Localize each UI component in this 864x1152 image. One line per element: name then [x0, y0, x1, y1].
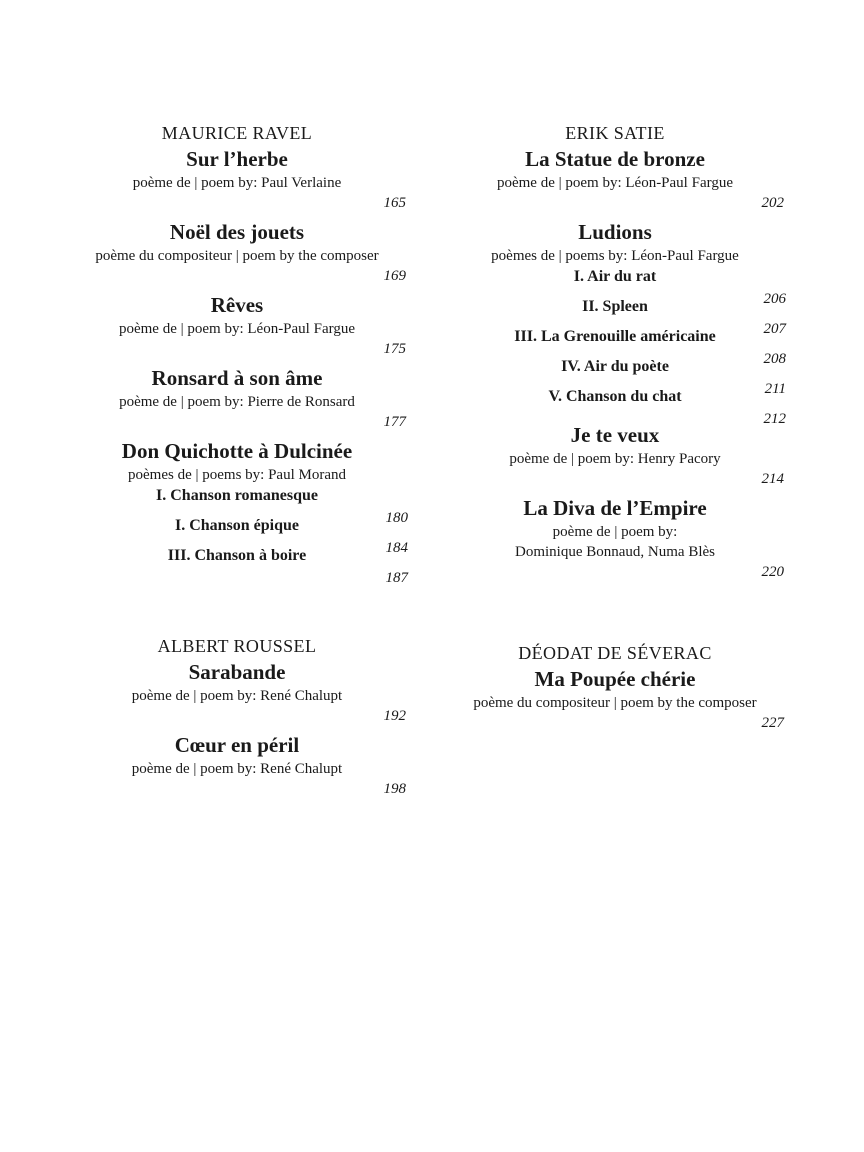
composer-section [444, 640, 786, 733]
work-entry [66, 219, 408, 286]
work-title: La Diva de l’Empire [523, 496, 707, 520]
work-title: Sarabande [188, 660, 286, 684]
poet-credit: poème de | poem by: Léon-Paul Fargue [118, 321, 355, 337]
poet-credit: poème du compositeur | poem by the composer [95, 248, 379, 264]
work-title: La Statue de bronze [525, 147, 705, 171]
poet-credit: poème de | poem by: Paul Verlaine [132, 175, 342, 191]
movement-title: III. La Grenouille américaine [514, 328, 716, 345]
work-title: Ludions [578, 220, 652, 244]
poet-names: Dominique Bonnaud, Numa Blès [515, 544, 715, 560]
movement-title: I. Air du rat [573, 268, 657, 285]
page-number: 208 [763, 351, 786, 367]
page-number: 177 [383, 414, 406, 430]
movement-title: II. Spleen [582, 298, 648, 315]
poet-credit: poème de | poem by: Léon-Paul Fargue [496, 175, 733, 191]
work-entry [66, 659, 408, 726]
page-number: 206 [763, 291, 786, 307]
poet-credit: poème de | poem by: Henry Pacory [509, 451, 721, 467]
work-entry [444, 495, 786, 582]
page-number: 211 [764, 381, 786, 397]
composer-name: ALBERT ROUSSEL [157, 636, 317, 656]
page-number: 220 [761, 564, 784, 580]
movement-title: I. Chanson romanesque [156, 487, 318, 504]
work-entry [444, 219, 786, 427]
composer-section [66, 633, 408, 799]
work-entry [444, 422, 786, 489]
page-number: 184 [385, 540, 408, 556]
work-title: Ma Poupée chérie [534, 667, 696, 691]
page-number: 212 [763, 411, 786, 427]
composer-name: ERIK SATIE [565, 123, 665, 143]
page-number: 165 [383, 195, 406, 211]
page-number: 192 [383, 708, 406, 724]
work-entry [66, 292, 408, 359]
composer-section [66, 120, 408, 586]
page-number: 169 [383, 268, 406, 284]
page-number: 202 [761, 195, 784, 211]
movement-title: I. Chanson épique [174, 517, 300, 534]
work-title: Cœur en péril [174, 733, 300, 757]
poet-credit: poème de | poem by: [552, 524, 678, 540]
page-number: 187 [385, 570, 408, 586]
movement-title: III. Chanson à boire [167, 547, 307, 564]
movement-title: IV. Air du poète [561, 358, 669, 375]
poet-credit: poème du compositeur | poem by the composer [473, 695, 757, 711]
work-title: Sur l’herbe [186, 147, 288, 171]
left-column [66, 120, 408, 805]
poet-credit: poème de | poem by: René Chalupt [131, 761, 343, 777]
page-number: 227 [761, 715, 784, 731]
poet-credit: poème de | poem by: René Chalupt [131, 688, 343, 704]
work-entry [66, 438, 408, 586]
composer-section [444, 120, 786, 582]
page-number: 198 [383, 781, 406, 797]
work-title: Rêves [210, 293, 264, 317]
page-number: 175 [383, 341, 406, 357]
work-title: Je te veux [570, 423, 660, 447]
poet-credit: poèmes de | poems by: Paul Morand [128, 467, 346, 483]
work-entry [444, 146, 786, 213]
composer-name: DÉODAT DE SÉVERAC [518, 643, 712, 663]
work-title: Ronsard à son âme [151, 366, 323, 390]
page-number: 207 [763, 321, 786, 337]
movement-title: V. Chanson du chat [548, 388, 682, 405]
work-title: Don Quichotte à Dulcinée [121, 439, 353, 463]
page-number: 214 [761, 471, 784, 487]
poet-credit: poèmes de | poems by: Léon-Paul Fargue [491, 248, 739, 264]
right-column [444, 120, 786, 739]
work-entry [444, 666, 786, 733]
poet-credit: poème de | poem by: Pierre de Ronsard [119, 394, 355, 410]
work-entry [66, 365, 408, 432]
page-number: 180 [385, 510, 408, 526]
work-title: Noël des jouets [169, 220, 305, 244]
composer-name: MAURICE RAVEL [161, 123, 313, 143]
work-entry [66, 146, 408, 213]
work-entry [66, 732, 408, 799]
